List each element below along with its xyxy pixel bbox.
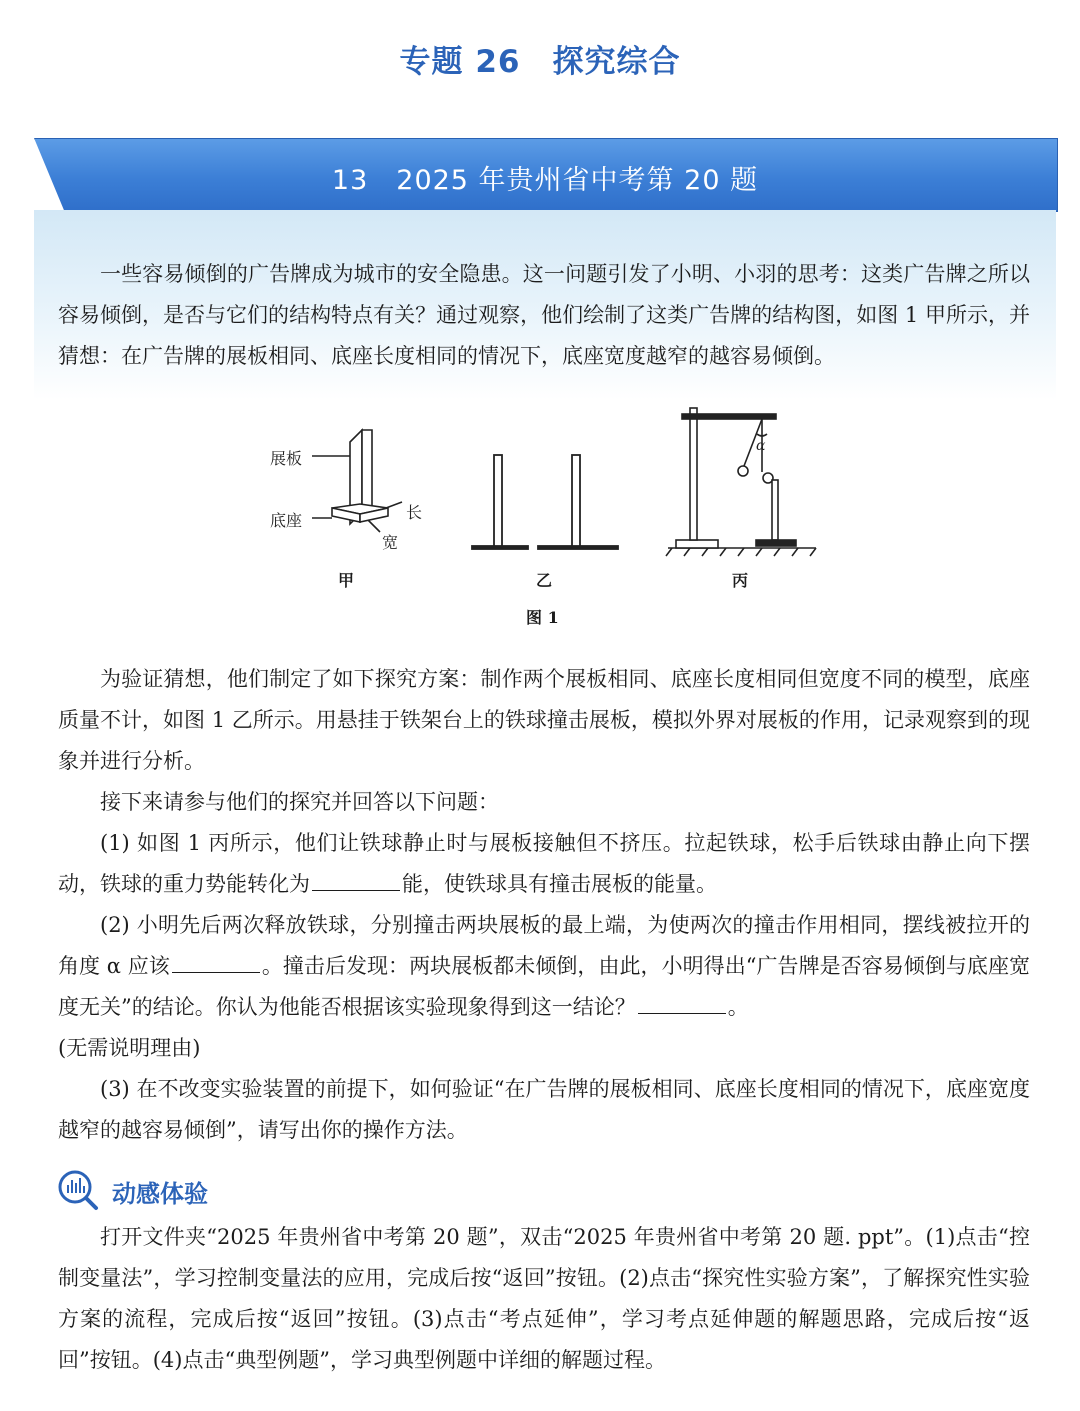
apparatus-base — [756, 540, 796, 546]
stand-base — [676, 540, 718, 548]
answer-blank-2[interactable] — [172, 952, 260, 973]
hatch-5 — [738, 548, 744, 556]
question-2 — [58, 905, 1030, 1028]
figure-b-two-models — [472, 455, 618, 549]
model-1-board — [494, 455, 502, 547]
question-2-note: (无需说明理由) — [58, 1036, 201, 1060]
label-board: 展板 — [270, 449, 303, 468]
figure-diagram — [250, 400, 830, 640]
dynamic-paragraph: 打开文件夹“2025 年贵州省中考第 20 题”，双击“2025 年贵州省中考第 20 题. ppt”。(1)点击“控制变量法”，学习控制变量法的应用，完成后按“返回”按钮。(2)点击“探究性实验方案”，了解探究性实验方案的流程，完成后按“返回”按钮。(3)点击“考点延伸”，学习考点延伸题的解题思路，完成后按“返回”按钮。(4)点击“典型例题”，学习典型例题中详细的解题过程。 — [58, 1225, 1031, 1372]
dynamic-experience-header — [56, 1168, 456, 1212]
figure-caption: 图 1 — [526, 608, 559, 627]
caption-b: 乙 — [536, 571, 553, 590]
question-3: (3) 在不改变实验装置的前提下，如何验证“在广告牌的展板相同、底座长度相同的情况下，底座宽度越窄的越容易倾倒”，请写出你的操作方法。 — [58, 1077, 1030, 1142]
hatch-7 — [774, 548, 780, 556]
hatch-3 — [702, 548, 708, 556]
model-1-base — [472, 546, 528, 549]
magnifier-chart-icon — [56, 1168, 100, 1212]
model-2-board — [572, 455, 580, 547]
label-width: 宽 — [382, 533, 399, 552]
board-front — [362, 430, 372, 512]
answer-blank-3[interactable] — [638, 993, 726, 1014]
hatch-4 — [720, 548, 726, 556]
apparatus-board — [772, 480, 778, 540]
caption-c: 丙 — [732, 571, 749, 590]
question-1-text-b: 能，使铁球具有撞击展板的能量。 — [402, 872, 717, 896]
intro-paragraph: 一些容易倾倒的广告牌成为城市的安全隐患。这一问题引发了小明、小羽的思考：这类广告牌之所以容易倾倒，是否与它们的结构特点有关？通过观察，他们绘制了这类广告牌的结构图，如图 1 甲所示，并猜想：在广告牌的展板相同、底座长度相同的情况下，底座宽度越窄的越容易倾倒。 — [58, 262, 1030, 368]
question-1-text-a: (1) 如图 1 丙所示，他们让铁球静止时与展板接触但不挤压。拉起铁球，松手后铁球由静止向下摆动，铁球的重力势能转化为 — [58, 831, 1030, 896]
hatch-8 — [792, 548, 798, 556]
label-length-line — [386, 502, 402, 508]
label-alpha: α — [756, 438, 766, 454]
hatch-2 — [684, 548, 690, 556]
figure-1 — [250, 400, 830, 640]
question-1 — [58, 823, 1030, 905]
plan-next: 接下来请参与他们的探究并回答以下问题： — [100, 790, 499, 814]
stand-pole — [690, 408, 697, 540]
dynamic-experience-title: 动感体验 — [112, 1180, 208, 1208]
hatch-6 — [756, 548, 762, 556]
label-base: 底座 — [270, 511, 303, 530]
topic-title: 专题 26 探究综合 — [399, 44, 681, 80]
iron-ball-raised — [738, 466, 748, 476]
problem-title: 13 2025 年贵州省中考第 20 题 — [331, 165, 759, 196]
stand-arm — [682, 414, 776, 419]
label-width-line — [368, 520, 380, 532]
question-2-text-c: 。 — [727, 995, 749, 1019]
label-length: 长 — [406, 503, 423, 522]
hatch-9 — [810, 548, 816, 556]
answer-blank-1[interactable] — [312, 870, 400, 891]
question-2-text-a: (2) 小明先后两次释放铁球，分别撞击两块展板的最上端，为使两次的撞击作用相同，摆线被拉开的角度 α 应该 — [58, 913, 1030, 978]
figure-a-sign-model — [312, 430, 402, 532]
model-2-base — [538, 546, 618, 549]
hatch-1 — [666, 548, 672, 556]
caption-a: 甲 — [338, 571, 355, 590]
figure-c-apparatus — [666, 408, 816, 556]
plan-paragraph: 为验证猜想，他们制定了如下探究方案：制作两个展板相同、底座长度相同但宽度不同的模型，底座质量不计，如图 1 乙所示。用悬挂于铁架台上的铁球撞击展板，模拟外界对展板的作用，记录观察到的现象并进行分析。 — [58, 667, 1030, 773]
question-2-text-b: 。撞击后发现：两块展板都未倾倒，由此，小明得出“广告牌是否容易倾倒与底座宽度无关”的结论。你认为他能否根据该实验现象得到这一结论？ — [58, 954, 1030, 1019]
